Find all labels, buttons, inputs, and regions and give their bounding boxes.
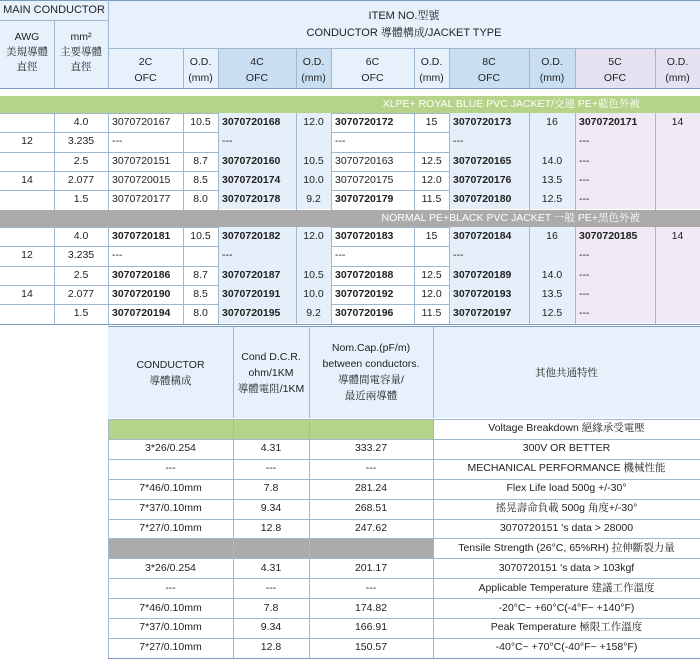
od-value xyxy=(655,246,700,265)
spec-cap-label: Nom.Cap.(pF/m) xyxy=(331,341,411,354)
spec-dcr: 12.8 xyxy=(260,521,282,534)
od-value: 8.0 xyxy=(193,307,208,320)
item-number: 3070720182 xyxy=(218,227,296,246)
od-value: 14 xyxy=(655,227,700,246)
spec-conductor xyxy=(108,419,233,439)
item-number: --- xyxy=(575,266,655,285)
spec-common: MECHANICAL PERFORMANCE 機械性能 xyxy=(467,462,666,475)
spec-cap-label-zh2: 最近兩導體 xyxy=(344,389,398,402)
od-unit-header: (mm) xyxy=(301,71,326,84)
spec-dcr-label: Cond D.C.R. xyxy=(241,350,301,363)
od-value: 8.7 xyxy=(193,268,208,281)
spec-capacitance: 150.57 xyxy=(354,641,388,654)
od-value: 12.0 xyxy=(421,288,442,301)
item-number: 3070720015 xyxy=(112,174,171,187)
od-value xyxy=(655,171,700,190)
item-no-title: ITEM NO.型號 xyxy=(368,9,440,22)
spec-cap-label-zh: 導體間電容量/ xyxy=(338,373,404,386)
cable-type-header: 6C xyxy=(365,55,380,68)
mm2-label-zh: 主要導體 xyxy=(60,45,102,58)
od-value: 11.5 xyxy=(421,193,442,206)
od-header: O.D. xyxy=(302,55,325,68)
od-value xyxy=(655,190,700,209)
spec-dcr: 9.34 xyxy=(260,621,282,634)
mm2-label-zh2: 直徑 xyxy=(70,60,92,73)
awg-label: AWG xyxy=(14,30,40,43)
od-value: 13.5 xyxy=(529,171,575,190)
od-value: 14.0 xyxy=(529,152,575,171)
spec-common: 3070720151 's data > 103kgf xyxy=(498,561,635,574)
item-number: 3070720187 xyxy=(218,266,296,285)
cable-type-header: 2C xyxy=(138,55,153,68)
od-value xyxy=(414,132,449,151)
od-value xyxy=(655,285,700,304)
item-number: --- xyxy=(575,190,655,209)
item-number: --- xyxy=(449,246,529,265)
spec-common: Peak Temperature 極限工作溫度 xyxy=(490,621,643,634)
item-number: --- xyxy=(449,132,529,151)
spec-common: Applicable Temperature 建議工作溫度 xyxy=(478,581,655,594)
spec-dcr xyxy=(233,419,309,439)
item-number: 3070720180 xyxy=(449,190,529,209)
spec-conductor-label: CONDUCTOR xyxy=(136,358,205,371)
od-value: 10.0 xyxy=(296,285,331,304)
item-header-bg xyxy=(108,0,700,48)
spec-dcr: --- xyxy=(265,581,277,594)
od-value: 10.5 xyxy=(296,152,331,171)
spec-dcr-label-zh: 導體電阻/1KM xyxy=(237,382,305,395)
item-number: 3070720184 xyxy=(449,227,529,246)
item-number: --- xyxy=(575,246,655,265)
od-value: 10.5 xyxy=(190,116,211,129)
spec-capacitance xyxy=(309,419,433,439)
spec-common: -40°C~ +70°C(-40°F~ +158°F) xyxy=(495,641,638,654)
cable-type-header: 8C xyxy=(482,55,496,68)
mm2-value: 1.5 xyxy=(73,193,89,206)
od-unit-header: (mm) xyxy=(419,71,444,84)
item-number: --- xyxy=(112,135,123,148)
spec-common: Flex Life load 500g +/-30° xyxy=(506,482,627,495)
spec-conductor: 7*46/0.10mm xyxy=(139,601,202,614)
item-number: 3070720171 xyxy=(575,113,655,132)
spec-conductor: --- xyxy=(165,462,176,475)
spec-capacitance: --- xyxy=(365,581,377,594)
od-value: 15 xyxy=(425,116,438,129)
mm2-value: 4.0 xyxy=(73,230,89,243)
spec-conductor: 7*27/0.10mm xyxy=(139,641,202,654)
od-value: 12.0 xyxy=(296,113,331,132)
spec-capacitance: 201.17 xyxy=(354,561,388,574)
mm2-value: 2.077 xyxy=(67,174,95,187)
spec-common: Tensile Strength (26°C, 65%RH) 拉伸斷裂力量 xyxy=(458,541,675,554)
od-unit-header: (mm) xyxy=(539,71,565,84)
item-number: --- xyxy=(575,152,655,171)
item-number: 3070720174 xyxy=(218,171,296,190)
od-unit-header: (mm) xyxy=(665,71,690,84)
od-header: O.D. xyxy=(420,55,443,68)
spec-capacitance xyxy=(309,538,433,558)
od-value: 12.0 xyxy=(421,174,442,187)
od-value xyxy=(414,246,449,265)
od-value xyxy=(183,246,218,265)
spec-common: -20°C~ +60°C(-4°F~ +140°F) xyxy=(498,601,635,614)
item-number: 3070720197 xyxy=(449,304,529,323)
item-number: 3070720195 xyxy=(218,304,296,323)
item-number: 3070720188 xyxy=(335,268,394,281)
spec-conductor: 7*37/0.10mm xyxy=(139,621,202,634)
spec-dcr: 7.8 xyxy=(263,482,279,495)
item-number: 3070720181 xyxy=(112,230,171,243)
main-conductor-title: MAIN CONDUCTOR xyxy=(3,4,105,16)
item-number: 3070720176 xyxy=(449,171,529,190)
od-value xyxy=(655,304,700,323)
od-value xyxy=(655,132,700,151)
awg-value: 12 xyxy=(21,135,33,148)
od-value xyxy=(655,152,700,171)
awg-value: 14 xyxy=(21,288,33,301)
cable-ofc-header: OFC xyxy=(361,71,384,84)
mm2-value: 2.5 xyxy=(73,154,89,167)
od-value: 12.0 xyxy=(296,227,331,246)
item-number: 3070720179 xyxy=(335,193,394,206)
item-number: 3070720151 xyxy=(112,154,171,167)
spec-dcr: 9.34 xyxy=(260,502,282,515)
item-number: 3070720168 xyxy=(218,113,296,132)
awg-value xyxy=(0,113,54,132)
mm2-value: 2.077 xyxy=(67,288,95,301)
awg-value xyxy=(0,190,54,209)
od-value: 15 xyxy=(425,230,438,243)
item-number: 3070720167 xyxy=(112,116,171,129)
od-value: 16 xyxy=(529,113,575,132)
spec-capacitance: 268.51 xyxy=(354,502,388,515)
spec-capacitance: --- xyxy=(365,462,377,475)
od-value: 14 xyxy=(655,113,700,132)
awg-value xyxy=(0,266,54,285)
item-number: 3070720192 xyxy=(335,288,394,301)
od-value: 11.5 xyxy=(421,307,442,320)
od-value: 14.0 xyxy=(529,266,575,285)
item-number: 3070720183 xyxy=(335,230,394,243)
od-value: 10.5 xyxy=(190,230,211,243)
od-header: O.D. xyxy=(541,55,563,68)
spec-dcr-unit: ohm/1KM xyxy=(248,366,294,379)
jacket-band: XLPE+ ROYAL BLUE PVC JACKET/交連 PE+藍色外被 xyxy=(0,96,700,113)
conductor-jacket-title: CONDUCTOR 導體構成/JACKET TYPE xyxy=(306,26,502,39)
spec-dcr: 4.31 xyxy=(260,442,282,455)
item-number: --- xyxy=(112,249,123,262)
item-number: --- xyxy=(335,249,346,262)
item-number: 3070720186 xyxy=(112,268,171,281)
cable-ofc-header: OFC xyxy=(603,71,627,84)
item-number: 3070720175 xyxy=(335,174,394,187)
od-value xyxy=(655,266,700,285)
spec-conductor: 7*46/0.10mm xyxy=(139,482,202,495)
od-value: 9.2 xyxy=(296,304,331,323)
spec-common: 3070720151 's data > 28000 xyxy=(499,521,634,534)
spec-conductor: 3*26/0.254 xyxy=(145,561,196,574)
spec-dcr: --- xyxy=(265,462,277,475)
od-header: O.D. xyxy=(666,55,689,68)
od-value xyxy=(183,132,218,151)
od-value: 12.5 xyxy=(421,154,442,167)
item-number: 3070720185 xyxy=(575,227,655,246)
spec-conductor: 3*26/0.254 xyxy=(145,442,196,455)
item-number: 3070720196 xyxy=(335,307,394,320)
item-number: --- xyxy=(218,132,296,151)
spec-conductor-label-zh: 導體構成 xyxy=(149,374,192,387)
od-unit-header: (mm) xyxy=(188,71,213,84)
spec-common: 300V OR BETTER xyxy=(522,442,611,455)
item-number: 3070720173 xyxy=(449,113,529,132)
mm2-value: 3.235 xyxy=(67,135,95,148)
item-number: --- xyxy=(218,246,296,265)
awg-value: 14 xyxy=(21,174,33,187)
od-value: 8.5 xyxy=(193,288,208,301)
item-number: --- xyxy=(575,132,655,151)
cable-ofc-header: OFC xyxy=(245,71,269,84)
od-value: 13.5 xyxy=(529,285,575,304)
awg-value xyxy=(0,304,54,323)
item-number: 3070720193 xyxy=(449,285,529,304)
cable-type-header: 5C xyxy=(608,55,622,68)
spec-conductor: --- xyxy=(165,581,176,594)
spec-capacitance: 166.91 xyxy=(354,621,388,634)
spec-dcr: 12.8 xyxy=(260,641,282,654)
awg-value xyxy=(0,152,54,171)
item-number: 3070720177 xyxy=(112,193,171,206)
item-number: 3070720172 xyxy=(335,116,394,129)
item-number: --- xyxy=(575,285,655,304)
cable-ofc-header: OFC xyxy=(477,71,501,84)
mm2-value: 1.5 xyxy=(73,307,89,320)
od-value xyxy=(296,132,331,151)
od-value: 12.5 xyxy=(529,190,575,209)
spec-conductor: 7*27/0.10mm xyxy=(139,521,202,534)
spec-dcr: 4.31 xyxy=(260,561,282,574)
item-number: 3070720160 xyxy=(218,152,296,171)
item-number: 3070720189 xyxy=(449,266,529,285)
od-value: 8.5 xyxy=(193,174,208,187)
item-number: 3070720194 xyxy=(112,307,171,320)
spec-capacitance: 174.82 xyxy=(354,601,388,614)
item-number: --- xyxy=(335,135,346,148)
spec-conductor xyxy=(108,538,233,558)
awg-value xyxy=(0,227,54,246)
item-number: 3070720178 xyxy=(218,190,296,209)
awg-label-zh: 美規導體 xyxy=(6,45,48,58)
spec-capacitance: 247.62 xyxy=(354,521,388,534)
od-value: 8.0 xyxy=(193,193,208,206)
od-value xyxy=(296,246,331,265)
spec-common: Voltage Breakdown 絕緣承受電壓 xyxy=(488,422,645,435)
od-value: 12.5 xyxy=(421,268,442,281)
spec-conductor: 7*37/0.10mm xyxy=(139,502,202,515)
spec-common-label: 其他共通特性 xyxy=(535,366,598,379)
cable-ofc-header: OFC xyxy=(134,71,157,84)
od-value xyxy=(529,132,575,151)
od-value: 16 xyxy=(529,227,575,246)
spec-common: 搖晃壽命負載 500g 角度+/-30° xyxy=(495,502,638,515)
od-value: 12.5 xyxy=(529,304,575,323)
item-number: --- xyxy=(575,304,655,323)
cable-type-header: 4C xyxy=(250,55,264,68)
od-value: 10.5 xyxy=(296,266,331,285)
od-value: 10.0 xyxy=(296,171,331,190)
spec-dcr xyxy=(233,538,309,558)
spec-dcr: 7.8 xyxy=(263,601,279,614)
od-value xyxy=(529,246,575,265)
item-number: 3070720165 xyxy=(449,152,529,171)
awg-label-zh2: 直徑 xyxy=(16,60,38,73)
spec-cap-label2: between conductors. xyxy=(322,357,420,370)
spec-capacitance: 333.27 xyxy=(354,442,388,455)
od-value: 8.7 xyxy=(193,154,208,167)
od-value: 9.2 xyxy=(296,190,331,209)
mm2-value: 4.0 xyxy=(73,116,89,129)
jacket-band: NORMAL PE+BLACK PVC JACKET 一般 PE+黑色外被 xyxy=(0,210,700,227)
item-number: 3070720191 xyxy=(218,285,296,304)
spec-capacitance: 281.24 xyxy=(354,482,388,495)
od-header: O.D. xyxy=(189,55,212,68)
item-number: 3070720190 xyxy=(112,288,171,301)
item-number: --- xyxy=(575,171,655,190)
mm2-label: mm² xyxy=(70,30,92,43)
item-number: 3070720163 xyxy=(335,154,394,167)
awg-value: 12 xyxy=(21,249,33,262)
mm2-value: 3.235 xyxy=(67,249,95,262)
mm2-value: 2.5 xyxy=(73,268,89,281)
